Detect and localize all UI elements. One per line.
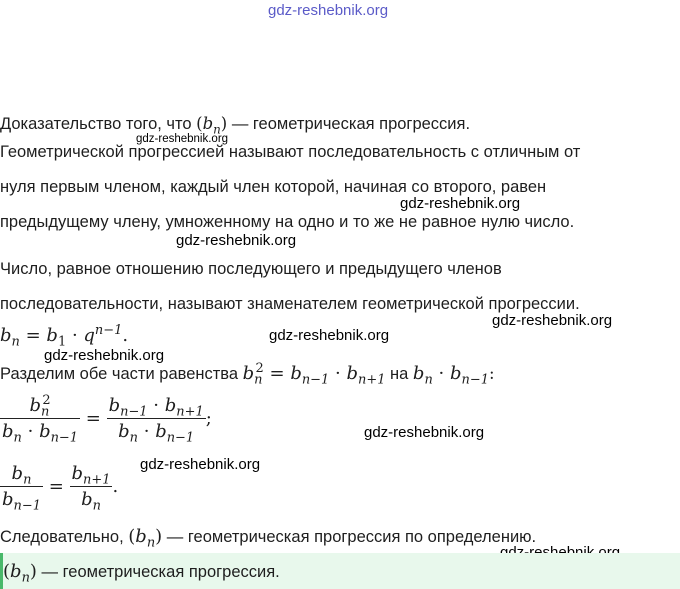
ratio-line-2: последовательности, называют знаменателем геометрической прогрессии. [0,295,580,313]
definition-line-1: Геометрической прогрессией называют последовательность с отличным от [0,143,581,161]
definition-line-3: предыдущему члену, умноженному на одно и то же не равное нулю число. [0,213,575,231]
watermark-7: gdz-reshebnik.org [364,424,485,441]
conclusion-prefix: Следовательно, [0,528,129,546]
ratio-line-1: Число, равное отношению последующего и предыдущего членов [0,260,502,278]
fraction-left: $\frac{b_n^2}{b_n \cdot b_{n-1}}$ [2,393,79,446]
proof-title-suffix: — геометрическая прогрессия. [227,115,471,133]
conclusion-suffix: — геометрическая прогрессия по определению. [162,528,537,546]
answer-suffix: — геометрическая прогрессия. [36,563,280,581]
answer-text [3,561,280,586]
fraction-right: $\frac{b_{n-1} \cdot b_{n+1}}{b_n \cdot b_{n-1}}$ [108,395,204,446]
divisor-expression: $b_n \cdot b_{n-1}$ [412,363,489,388]
fraction-equation-1: $\frac{b_n^2}{b_n \cdot b_{n-1}}$ = $\frac{b_{n-1} \cdot b_{n+1}}{b_n \cdot b_{n-1}}$ ; [2,393,212,446]
watermark-1: gdz-reshebnik.org [136,133,229,145]
equality-expression: $b_n^2 = b_{n-1} \cdot b_{n+1}$ [242,361,386,388]
divide-line: Разделим обе части равенства $b_n^2 = b_{n-1} \cdot b_{n+1}$ на $b_n \cdot b_{n-1}$: [0,361,495,388]
conclusion-line [0,526,537,551]
answer-sequence: $(b_n)$ [3,561,37,586]
proof-title-text: Доказательство того, что [0,115,197,133]
ratio-left: $\frac{b_n}{b_{n-1}}$ [2,463,41,514]
sequence-notation: $(b_n)$ [196,114,228,137]
divide-text-on: на [385,365,413,383]
answer-callout [0,553,680,589]
watermark-3: gdz-reshebnik.org [176,232,297,249]
fraction-equation-2: $\frac{b_n}{b_{n-1}}$ = $\frac{b_{n+1}}{b_n}$ . [2,463,119,514]
watermark-4: gdz-reshebnik.org [492,312,613,329]
watermark-8: gdz-reshebnik.org [140,456,261,473]
watermark-top: gdz-reshebnik.org [268,2,389,19]
proof-title-line [0,114,471,137]
divide-text: Разделим обе части равенства [0,365,243,383]
watermark-2: gdz-reshebnik.org [400,195,521,212]
nth-term-formula: $b_n = b_1 \cdot q^{n-1}$. [0,323,129,350]
ratio-right: $\frac{b_{n+1}}{b_n}$ [71,463,111,514]
definition-line-2: нуля первым членом, каждый член которой, начиная со второго, равен [0,178,547,196]
watermark-5: gdz-reshebnik.org [269,327,390,344]
watermark-6: gdz-reshebnik.org [44,347,165,364]
conclusion-sequence: $(b_n)$ [128,526,163,551]
